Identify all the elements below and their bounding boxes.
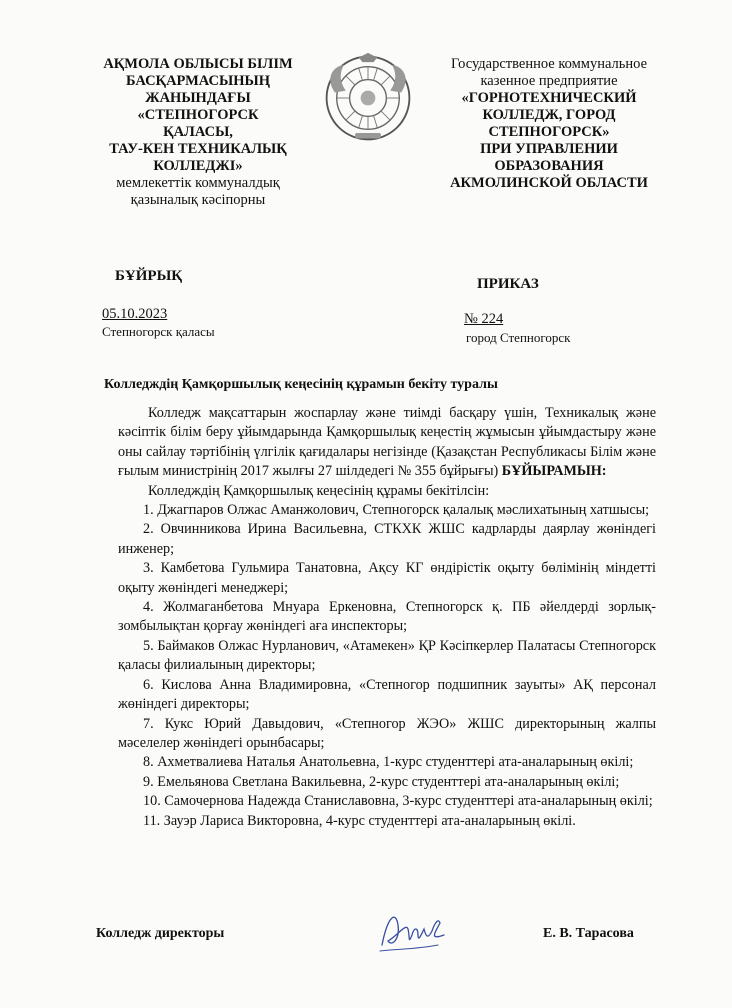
- header-right-org-name: «ГОРНОТЕХНИЧЕСКИЙ КОЛЛЕДЖ, ГОРОД СТЕПНОГОРСК» ПРИ УПРАВЛЕНИИ ОБРАЗОВАНИЯ АКМОЛИНСКОЙ ОБЛАСТИ: [450, 90, 648, 191]
- order-date: 05.10.2023: [102, 306, 168, 322]
- header-right-org-type: Государственное коммунальное казенное предприятие: [450, 56, 648, 89]
- order-body: [118, 404, 656, 831]
- list-item: 1. Джагпаров Олжас Аманжолович, Степногорск қалалық мәслихатының хатшысы;: [143, 502, 650, 519]
- director-name: Е. В. Тарасова: [543, 926, 634, 941]
- list-item: 4. Жолмаганбетова Мнуара Еркеновна, Степногорск қ. ПБ әйелдерді зорлық-зомбылықтан қорғау жөніндегі аға инспекторы;: [118, 599, 656, 635]
- list-item: 6. Кислова Анна Владимировна, «Степногор подшипник зауыты» АҚ персонал жөніндегі директоры;: [118, 676, 656, 713]
- list-item: 3. Камбетова Гульмира Танатовна, Ақсу КГ өндірістік оқыту бөлімінің міндетті оқыту жөніндегі менеджері;: [118, 560, 656, 596]
- header-left-org-type: мемлекеттік коммуналдық қазыналық кәсіпорны: [116, 175, 280, 208]
- header-right-ru: [420, 56, 678, 192]
- list-item: 7. Кукс Юрий Давыдович, «Степногор ЖЭО» ЖШС директорының жалпы мәселелер жөніндегі орынбасары;: [118, 715, 656, 751]
- order-number: № 224: [464, 311, 504, 327]
- city-ru: город Степногорск: [466, 330, 571, 345]
- intro-paragraph: Колледждің Қамқоршылық кеңесінің құрамы бекітілсін:: [148, 482, 490, 499]
- order-title: Колледждің Қамқоршылық кеңесінің құрамын бекіту туралы: [104, 377, 498, 392]
- list-item: 5. Баймаков Олжас Нурланович, «Атамекен» ҚР Кәсіпкерлер Палатасы Степногорск қаласы филиалының директоры;: [118, 637, 656, 674]
- list-item: 10. Самочернова Надежда Станиславовна, 3-курс студенттері ата-аналарының өкілі;: [143, 793, 653, 810]
- list-item: 2. Овчинникова Ирина Васильевна, СТКХК ЖШС кадрларды даярлау жөніндегі инженер;: [118, 521, 656, 557]
- order-heading-ru: ПРИКАЗ: [477, 276, 539, 292]
- preamble-paragraph: [118, 404, 656, 482]
- list-item: 8. Ахметвалиева Наталья Анатольевна, 1-курс студенттері ата-аналарының өкілі;: [143, 754, 634, 771]
- header-left-org-name: АҚМОЛА ОБЛЫСЫ БІЛІМ БАСҚАРМАСЫНЫҢ ЖАНЫНДАҒЫ «СТЕПНОГОРСК ҚАЛАСЫ, ТАУ-КЕН ТЕХНИКАЛЫҚ КОЛЛЕДЖІ»: [103, 56, 293, 174]
- order-word: БҰЙЫРАМЫН:: [501, 463, 607, 480]
- list-item: 9. Емельянова Светлана Вакильевна, 2-курс студенттері ата-аналарының өкілі;: [143, 773, 620, 790]
- signature-label: Колледж директоры: [96, 926, 225, 941]
- handwritten-signature: [378, 905, 448, 955]
- list-item: 11. Зауэр Лариса Викторовна, 4-курс студенттері ата-аналарының өкілі.: [143, 812, 576, 829]
- preamble-text: Колледж мақсаттарын жоспарлау және тиімді басқару үшін, Техникалық және кәсіптік білім беру ұйымдарында Қамқоршылық кеңестің жұмысын ұйымдастыру және оны сайлау тәртібінің үлгілік қағидалары негізінде (Қазақстан Республикасы Білім және ғылым министрінің 2017 жылғы 27 шілдедегі № 355 бұйрығы): [118, 405, 656, 480]
- state-emblem-icon: [322, 52, 414, 144]
- order-heading-kz: БҰЙРЫҚ: [115, 268, 183, 284]
- header-left-kz: [78, 56, 318, 209]
- city-kz: Степногорск қаласы: [102, 324, 215, 339]
